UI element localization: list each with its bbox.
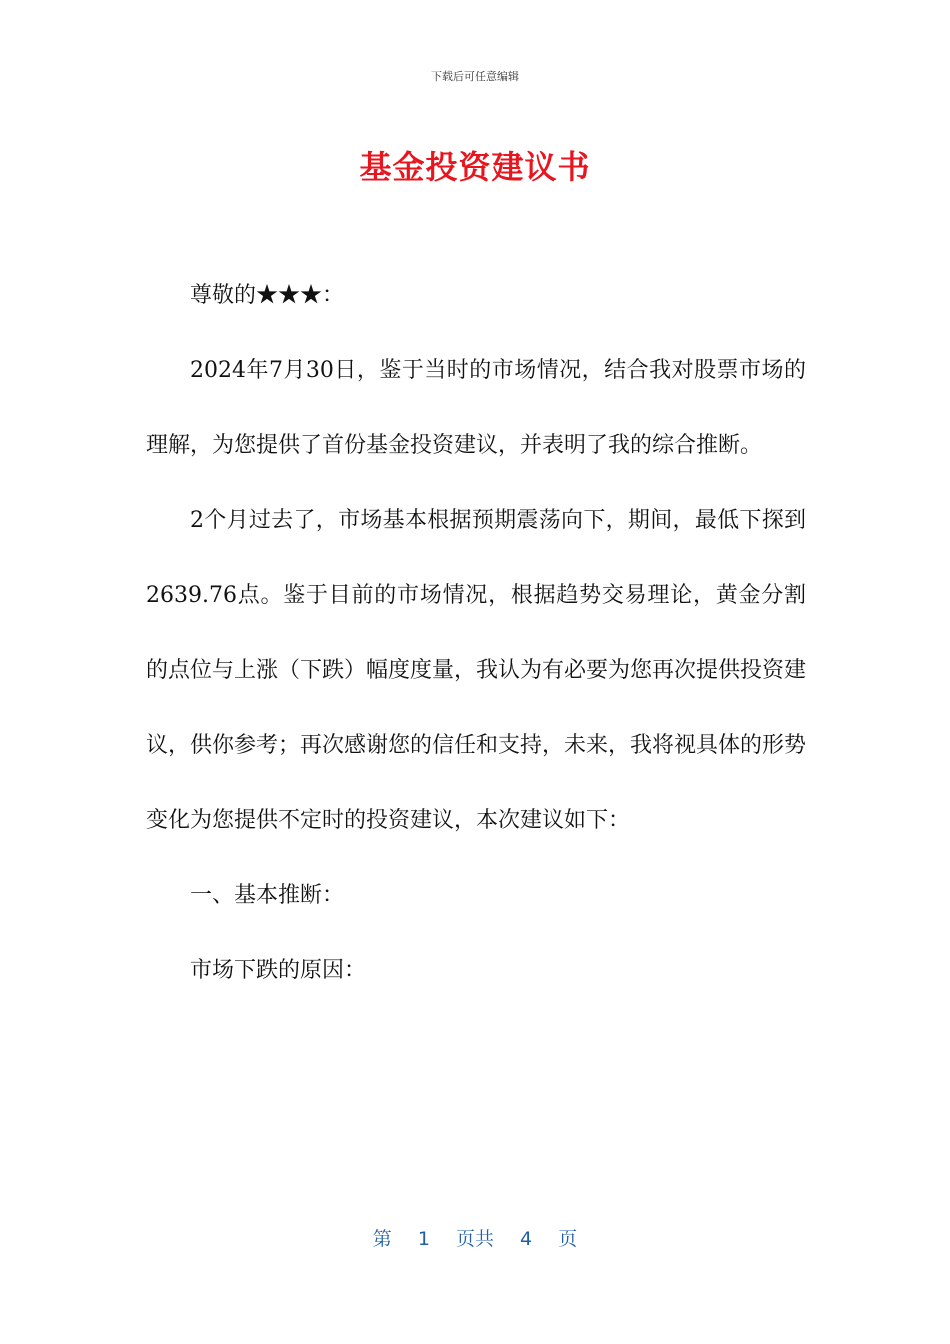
footer-page-number: 1 [417,1228,430,1250]
paragraph-intro: 2024年7月30日，鉴于当时的市场情况，结合我对股票市场的理解，为您提供了首份基金投资建议，并表明了我的综合推断。 [146,358,806,458]
document-body [146,258,806,1008]
footer-prefix: 第 [372,1228,392,1250]
salutation: 尊敬的★★★： [190,283,345,308]
header-note: 下载后可任意编辑 [431,70,519,83]
footer-middle: 页共 [455,1228,494,1250]
paragraph-market-review: 2个月过去了，市场基本根据预期震荡向下，期间，最低下探到2639.76点。鉴于目前的市场情况，根据趋势交易理论，黄金分割的点位与上涨（下跌）幅度度量，我认为有必要为您再次提供投资建议，供你参考；再次感谢您的信任和支持，未来，我将视具体的形势变化为您提供不定时的投资建议，本次建议如下： [146,508,807,833]
subheading-decline-reasons: 市场下跌的原因： [190,958,367,983]
section-heading-basic-judgment: 一、基本推断： [190,883,345,908]
page-footer [0,1224,950,1251]
document-title: 基金投资建议书 [359,148,591,186]
footer-suffix: 页 [558,1228,578,1250]
footer-total-pages: 4 [520,1228,533,1250]
